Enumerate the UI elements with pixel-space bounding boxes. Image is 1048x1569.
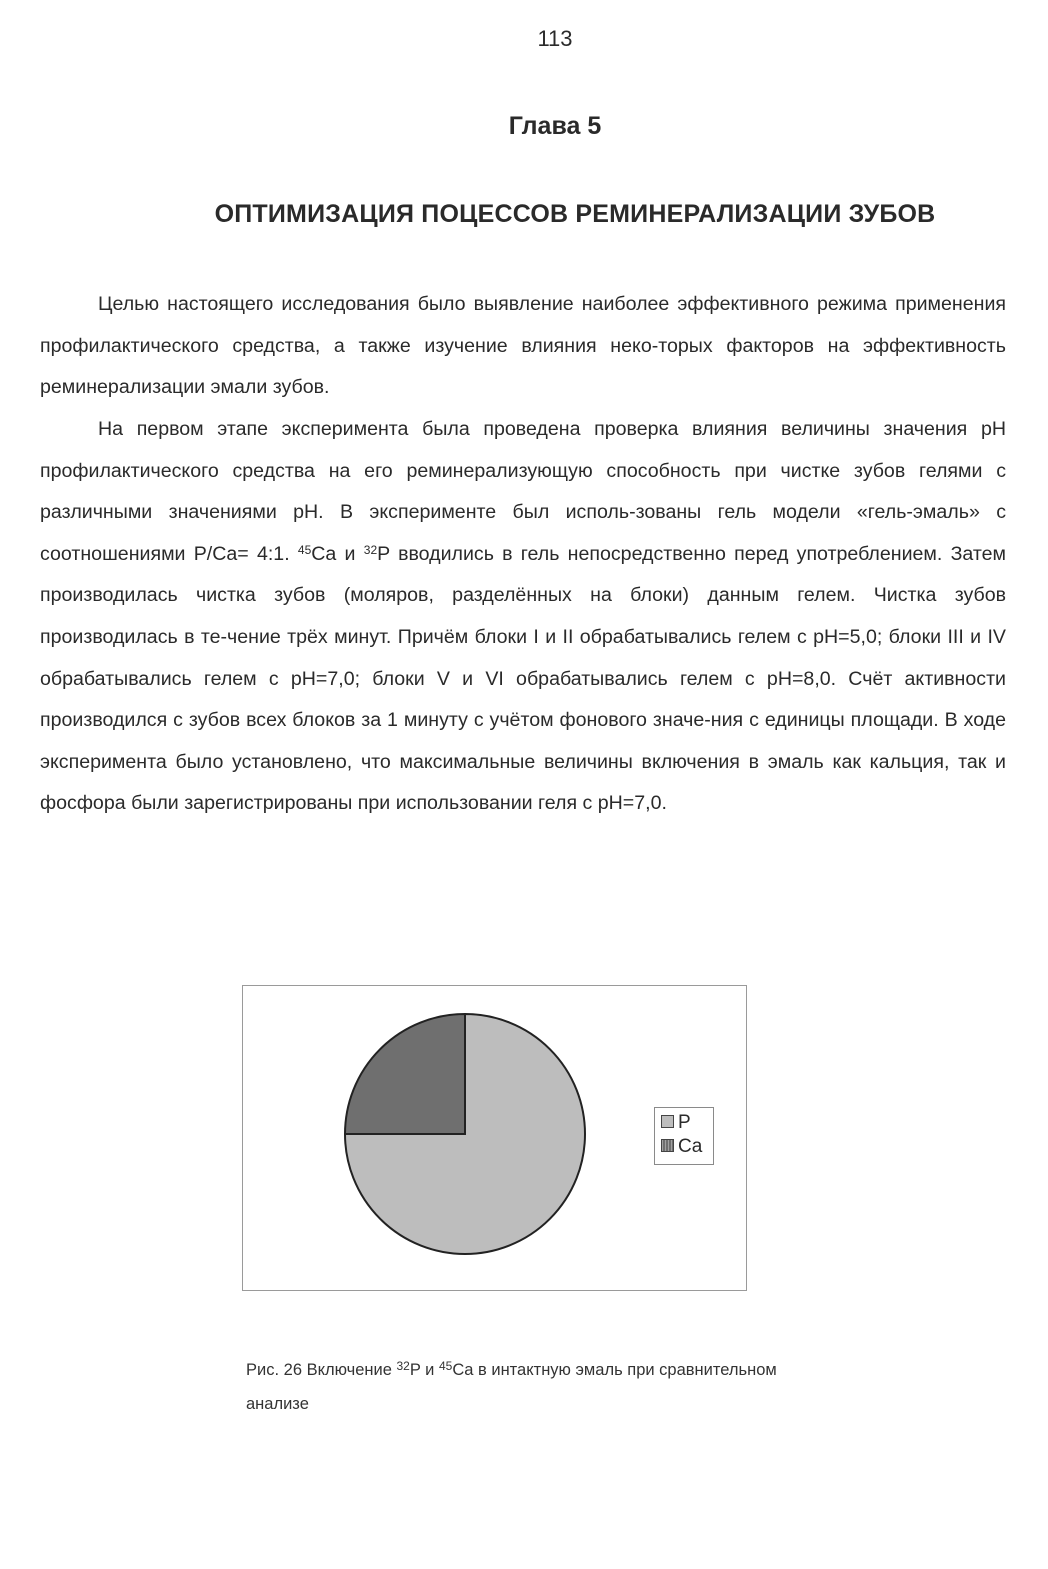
caption-mid: P и xyxy=(409,1361,435,1379)
paragraph-2 xyxy=(40,409,1006,825)
legend-item-ca xyxy=(661,1136,702,1158)
chart-legend xyxy=(654,1107,714,1165)
legend-swatch-p xyxy=(661,1115,674,1128)
paragraph-2-text-b: Ca и xyxy=(311,542,356,565)
paragraph-1 xyxy=(40,284,1006,409)
caption-isotope-p: 32 xyxy=(396,1359,410,1373)
pie-chart xyxy=(242,985,747,1291)
chapter-title: Глава 5 xyxy=(508,112,602,140)
paragraph-1-text: Целью настоящего исследования было выявление наиболее эффективного режима применения профилактического средства, а также изучение влияния неко-торых факторов на эффективность реминерализации эмали зубов. xyxy=(40,293,1006,399)
pie-slice-ca xyxy=(345,1014,465,1134)
legend-label-ca: Ca xyxy=(678,1136,703,1157)
paragraph-2-text-c: P вводились в гель непосредственно перед употреблением. Затем производилась чистка зубов (моляров, разделённых на блоки) данным гелем. Чистка зубов производилась в те-чение трёх минут. Причём блоки I и II обрабатывались гелем с pH=5,0; блоки III и IV обрабатывались гелем с pH=7,0; блоки V и VI обрабатывались гелем с pH=8,0. Счёт активности производился с зубов всех блоков за 1 минуту с учётом фонового значе-ния с единицы площади. В ходе эксперимента было установлено, что максимальные величины включения в эмаль как кальция, так и фосфора были зарегистрированы при использовании геля с pH=7,0. xyxy=(40,542,1006,815)
isotope-mass-ca: 45 xyxy=(297,542,312,557)
legend-swatch-ca xyxy=(661,1139,674,1152)
figure-caption xyxy=(246,1353,786,1421)
isotope-mass-p: 32 xyxy=(363,542,378,557)
legend-label-p: P xyxy=(678,1112,691,1133)
paragraph-2-text-a: На первом этапе эксперимента была проведена проверка влияния величины значения pH профилактического средства на его реминерализующую способность при чистке зубов гелями с различными значениями pH. В эксперименте был исполь-зованы гель модели «гель-эмаль» с соотношениями P/Ca= 4:1. xyxy=(40,418,1006,565)
legend-item-p xyxy=(661,1112,691,1134)
page-number: 113 xyxy=(537,26,573,51)
caption-prefix: Рис. 26 Включение xyxy=(246,1361,392,1379)
section-title: ОПТИМИЗАЦИЯ ПОЦЕССОВ РЕМИНЕРАЛИЗАЦИИ ЗУБОВ xyxy=(214,200,936,228)
caption-suffix: Ca в интактную эмаль при сравнительном анализе xyxy=(246,1361,777,1413)
caption-isotope-ca: 45 xyxy=(438,1359,453,1373)
